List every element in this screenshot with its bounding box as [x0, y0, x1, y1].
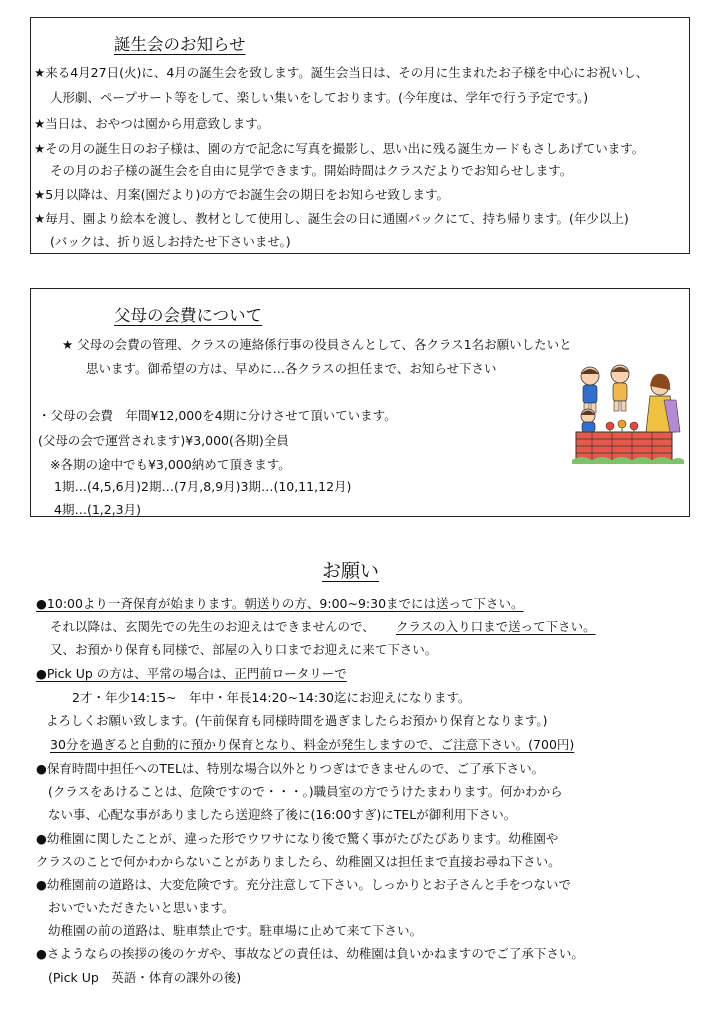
- requests-line-17: (Pick Up 英語・体育の課外の後): [48, 970, 242, 985]
- birthday-line-3: ★当日は、おやつは園から用意致します。: [34, 116, 270, 131]
- fees-line-6: 1期…(4,5,6月)2期…(7月,8,9月)3期…(10,11,12月): [54, 479, 352, 494]
- fees-line-4: (父母の会で運営されます)¥3,000(各期)全員: [38, 433, 289, 448]
- birthday-line-8: (バックは、折り返しお持たせ下さいませ。): [50, 234, 291, 249]
- requests-line-15: 幼稚園の前の道路は、駐車禁止です。駐車場に止めて来て下さい。: [48, 923, 423, 938]
- flower-icon: [606, 420, 638, 433]
- requests-line-8: ●保育時間中担任へのTELは、特別な場合以外とりつぎはできませんので、ご了承下さい。: [36, 761, 545, 776]
- birthday-line-6: ★5月以降は、月案(園だより)の方でお誕生会の期日をお知らせ致します。: [34, 187, 450, 202]
- fees-line-2: 思います。御希望の方は、早めに…各クラスの担任まで、お知らせ下さい: [86, 361, 497, 376]
- requests-line-5: 2才・年少14:15~ 年中・年長14:20~14:30迄にお迎えになります。: [72, 690, 471, 705]
- requests-line-14: おいでいただきたいと思います。: [48, 900, 235, 915]
- requests-line-12: クラスのことで何かわからないことがありましたら、幼稚園又は担任まで直接お尋ね下さい。: [36, 854, 561, 869]
- requests-line-10: ない事、心配な事がありましたら送迎終了後に(16:00すぎ)にTELが御利用下さい。: [48, 807, 517, 822]
- children-gardening-illustration: [572, 360, 684, 464]
- requests-line-4: ●Pick Up の方は、平常の場合は、正門前ロータリーで: [36, 666, 347, 681]
- fees-line-5: ※各期の途中でも¥3,000納めて頂きます。: [50, 457, 291, 472]
- birthday-line-2: 人形劇、ペープサート等をして、楽しい集いをしております。(今年度は、学年で行う予定です。): [50, 90, 589, 105]
- fees-notice-title: 父母の会費について: [114, 306, 263, 325]
- birthday-line-4: ★その月の誕生日のお子様は、園の方で記念に写真を撮影し、思い出に残る誕生カードもさしあげています。: [34, 141, 645, 156]
- requests-line-11: ●幼稚園に関したことが、違った形でウワサになり後で驚く事がたびたびあります。幼稚園や: [36, 831, 559, 846]
- fees-line-7: 4期…(1,2,3月): [54, 502, 142, 517]
- requests-line-3: 又、お預かり保育も同様で、部屋の入り口までお迎えに来て下さい。: [50, 642, 438, 657]
- requests-line-2a: それ以降は、玄関先での先生のお迎えはできませんので、: [50, 619, 375, 634]
- requests-line-2b: クラスの入り口まで送って下さい。: [396, 619, 596, 634]
- requests-line-13: ●幼稚園前の道路は、大変危険です。充分注意して下さい。しっかりとお子さんと手をつないで: [36, 877, 571, 892]
- requests-line-16: ●さようならの挨拶の後のケガや、事故などの責任は、幼稚園は負いかねますのでご了承下さい。: [36, 946, 584, 961]
- fees-line-3: ・父母の会費 年間¥12,000を4期に分けさせて頂いています。: [38, 408, 397, 423]
- birthday-notice-title: 誕生会のお知らせ: [114, 35, 246, 54]
- requests-line-1: ●10:00より一斉保育が始まります。朝送りの方、9:00~9:30までには送って下さい。: [36, 596, 524, 611]
- requests-line-7: 30分を過ぎると自動的に預かり保育となり、料金が発生しますので、ご注意下さい。(700円): [50, 737, 575, 752]
- birthday-line-1: ★来る4月27日(火)に、4月の誕生会を致します。誕生会当日は、その月に生まれたお子様を中心にお祝いし、: [34, 65, 649, 80]
- birthday-line-5: その月のお子様の誕生会を自由に見学できます。開始時間はクラスだよりでお知らせします。: [50, 163, 573, 178]
- requests-title: お願い: [322, 560, 380, 582]
- requests-line-6: よろしくお願い致します。(午前保育も同様時間を過ぎましたらお預かり保育となります。): [46, 713, 548, 728]
- fees-line-1: ★ 父母の会費の管理、クラスの連絡係行事の役員さんとして、各クラス1名お願いしたいと: [62, 337, 572, 352]
- requests-line-9: (クラスをあけることは、危険ですので・・・。)職員室の方でうけたまわります。何かわから: [48, 784, 563, 799]
- birthday-line-7: ★毎月、園より絵本を渡し、教材として使用し、誕生会の日に通園バックにて、持ち帰ります。(年少以上): [34, 211, 629, 226]
